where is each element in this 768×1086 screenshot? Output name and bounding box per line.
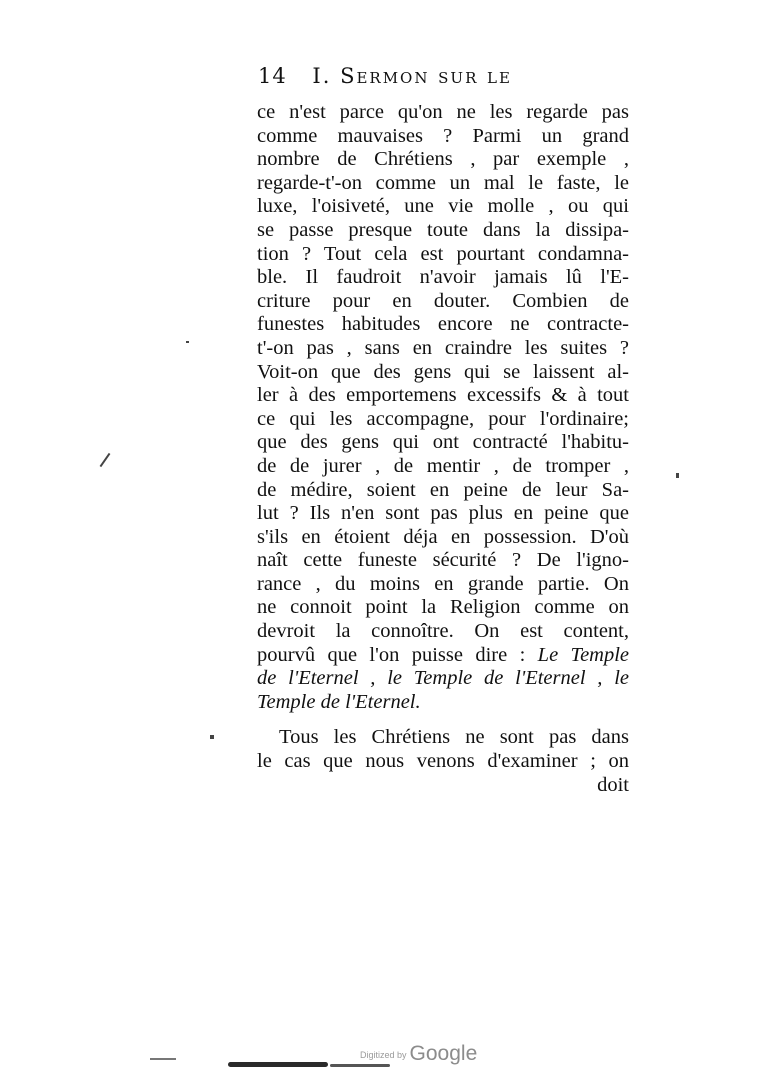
paragraph-gap	[257, 714, 629, 726]
quote-segment: Le Temple	[537, 643, 630, 666]
text-line: ce qui les accompagne, pour l'ordinaire;	[257, 407, 629, 430]
text-line: rance , du moins en grande partie. On	[257, 572, 629, 595]
page-number: 14	[258, 64, 287, 88]
text-line: comme mauvaises ? Parmi un grand	[257, 124, 629, 147]
text-line: Tous les Chrétiens ne sont pas dans	[279, 726, 629, 749]
text-line: naît cette funeste sécurité ? De l'igno-	[257, 549, 629, 572]
body-text	[257, 101, 629, 797]
text-line: regarde-t'-on comme un mal le faste, le	[257, 171, 629, 194]
page-header	[258, 64, 630, 88]
text-line: de médire, soient en peine de leur Sa-	[257, 478, 629, 501]
margin-speck	[676, 473, 679, 478]
text-line: funestes habitudes encore ne contracte-	[257, 313, 629, 336]
text-line: ce n'est parce qu'on ne les regarde pas	[257, 101, 629, 123]
text-line: ler à des emportemens excessifs & à tout	[257, 384, 629, 407]
ink-smudge	[150, 1058, 176, 1060]
margin-speck	[210, 735, 214, 739]
watermark-brand: Google	[409, 1042, 478, 1065]
text-line: se passe presque toute dans la dissipa-	[257, 218, 629, 241]
quote-line: de l'Eternel , le Temple de l'Eternel , le	[257, 667, 629, 690]
text-line: s'ils en étoient déja en possession. D'où	[257, 525, 629, 548]
text-line-with-quote	[257, 644, 629, 668]
text-segment: pourvû que l'on puisse dire :	[257, 643, 526, 666]
text-line: tion ? Tout cela est pourtant condamna-	[257, 242, 629, 265]
ink-smudge	[228, 1062, 328, 1067]
margin-speck	[186, 341, 189, 343]
text-line: ble. Il faudroit n'avoir jamais lû l'E-	[257, 266, 629, 289]
text-line: de de jurer , de mentir , de tromper ,	[257, 454, 629, 477]
text-line: luxe, l'oisiveté, une vie molle , ou qui	[257, 195, 629, 218]
text-line: ne connoit point la Religion comme on	[257, 596, 629, 619]
text-line: nombre de Chrétiens , par exemple ,	[257, 148, 629, 171]
text-line: devroit la connoître. On est content,	[257, 620, 629, 643]
watermark-prefix: Digitized by	[360, 1050, 407, 1060]
margin-stroke	[100, 453, 111, 467]
text-line: que des gens qui ont contracté l'habitu-	[257, 431, 629, 454]
text-line: Voit-on que des gens qui se laissent al-	[257, 360, 629, 383]
digitized-watermark	[360, 1042, 477, 1066]
text-line: le cas que nous venons d'examiner ; on	[257, 750, 629, 773]
text-line: criture pour en douter. Combien de	[257, 289, 629, 312]
text-line: lut ? Ils n'en sont pas plus en peine que	[257, 502, 629, 525]
running-title: I. Sermon sur le	[312, 64, 512, 88]
catchword: doit	[597, 773, 629, 796]
quote-line: Temple de l'Eternel.	[257, 690, 421, 713]
text-line: t'-on pas , sans en craindre les suites ?	[257, 336, 629, 359]
